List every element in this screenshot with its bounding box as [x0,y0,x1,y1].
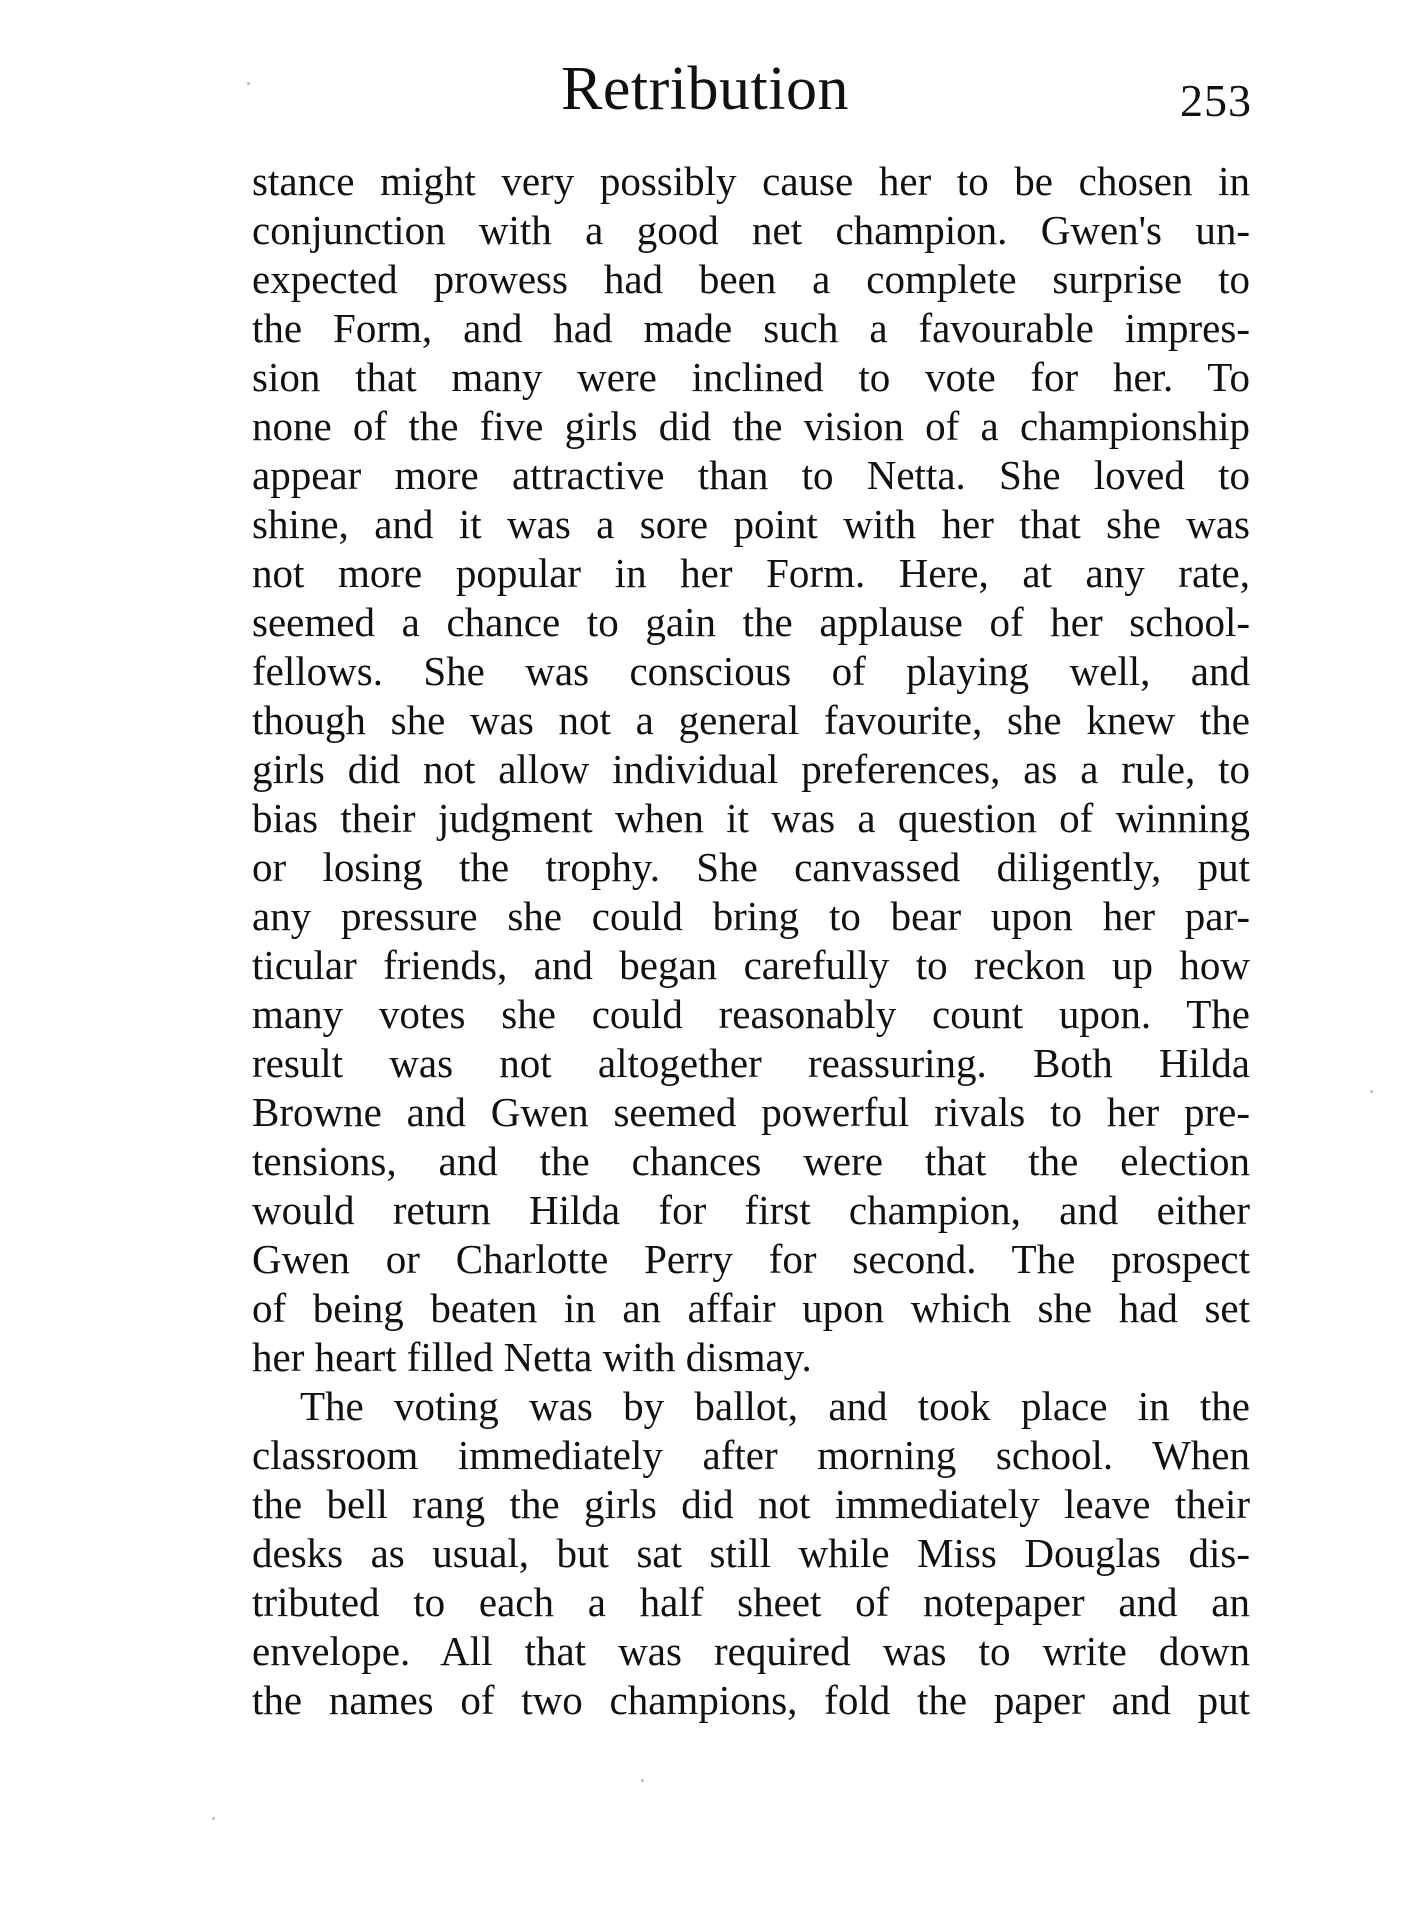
text-line: though she was not a general favourite, she knew the [252,697,1250,743]
text-line: tributed to each a half sheet of notepaper and an [252,1579,1250,1625]
text-line: none of the five girls did the vision of a championship [252,403,1250,449]
text-line: Gwen or Charlotte Perry for second. The prospect [252,1236,1250,1282]
text-line: many votes she could reasonably count upon. The [252,991,1250,1037]
running-title: Retribution [561,55,849,123]
text-line: classroom immediately after morning school. When [252,1432,1250,1478]
paper-speck [212,1817,215,1820]
paper-speck [247,82,250,85]
text-line: envelope. All that was required was to write down [252,1628,1250,1674]
text-line: girls did not allow individual preferences, as a rule, to [252,746,1250,792]
text-line: ticular friends, and began carefully to reckon up how [252,942,1250,988]
text-line: not more popular in her Form. Here, at any rate, [252,550,1250,596]
running-head [0,44,1410,134]
text-line: tensions, and the chances were that the election [252,1138,1250,1184]
text-line: the names of two champions, fold the paper and put [252,1677,1250,1723]
text-line: bias their judgment when it was a question of winning [252,795,1250,841]
text-line: the bell rang the girls did not immediately leave their [252,1481,1250,1527]
paragraph-start-line: The voting was by ballot, and took place in the [300,1383,1250,1429]
text-line: seemed a chance to gain the applause of her school- [252,599,1250,645]
text-line: result was not altogether reassuring. Both Hilda [252,1040,1250,1086]
page-number: 253 [1180,75,1252,126]
text-line: or losing the trophy. She canvassed diligently, put [252,844,1250,890]
text-line: stance might very possibly cause her to be chosen in [252,158,1250,204]
text-line: sion that many were inclined to vote for her. To [252,354,1250,400]
paper-speck [1370,1090,1373,1093]
paper-speck [641,1779,644,1782]
paragraph-end-line: her heart filled Netta with dismay. [252,1334,812,1380]
text-line: conjunction with a good net champion. Gwen's un- [252,207,1250,253]
body-text [252,157,1250,1725]
text-line: fellows. She was conscious of playing well, and [252,648,1250,694]
text-line: any pressure she could bring to bear upon her par- [252,893,1250,939]
text-line: of being beaten in an affair upon which she had set [252,1285,1250,1331]
text-line: shine, and it was a sore point with her that she was [252,501,1250,547]
text-line: desks as usual, but sat still while Miss Douglas dis- [252,1530,1250,1576]
text-line: Browne and Gwen seemed powerful rivals to her pre- [252,1089,1250,1135]
text-line: would return Hilda for first champion, and either [252,1187,1250,1233]
text-line: the Form, and had made such a favourable impres- [252,305,1250,351]
text-line: appear more attractive than to Netta. She loved to [252,452,1250,498]
text-line: expected prowess had been a complete surprise to [252,256,1250,302]
